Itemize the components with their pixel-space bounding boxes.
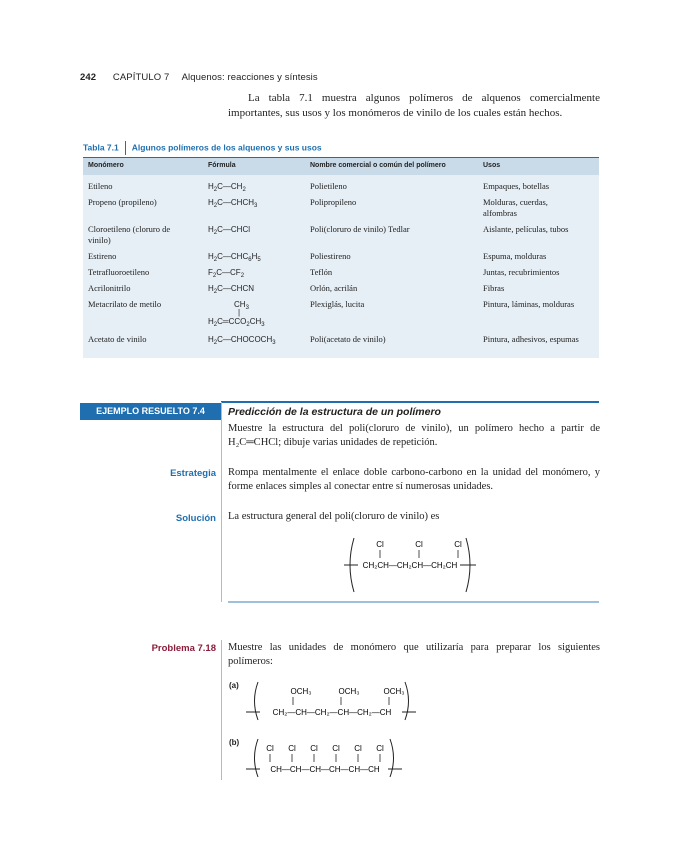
table-cell: Cloroetileno (cloruro de vinilo) — [88, 224, 171, 245]
problem-divider — [221, 640, 222, 780]
table-cell: Metacrilato de metilo — [88, 299, 162, 309]
strategy-label: Estrategia — [170, 468, 216, 479]
table-cell: $H_2C—CHCH_3$ — [208, 198, 258, 209]
substituent-label: Cl — [415, 540, 423, 549]
polymer-chain: CH—CH—CH—CH—CH—CH — [270, 765, 380, 774]
table-cell: Pintura, adhesivos, espumas — [483, 334, 579, 344]
table-title: Algunos polímeros de los alquenos y sus usos — [131, 142, 322, 153]
table-cell: Polietileno — [310, 181, 347, 191]
polymer-b-structure — [244, 737, 404, 779]
table-cell: Espuma, molduras — [483, 251, 547, 261]
substituent-label: Cl — [288, 744, 296, 753]
page-number: 242 — [80, 72, 97, 83]
table-header-cell: Fórmula — [208, 162, 236, 169]
table-cell: Fibras — [483, 283, 505, 293]
table-cell: Teflón — [310, 267, 333, 277]
example-top-rule — [221, 401, 599, 403]
table-cell: $H_2C—CH_2$ — [208, 182, 246, 193]
table-body — [83, 175, 599, 358]
table-cell: Propeno (propileno) — [88, 197, 157, 207]
methacrylate-formula: $CH_3$ | $H_2C═CCO_2CH_3$ — [208, 300, 265, 328]
worked-example-label: EJEMPLO RESUELTO 7.4 — [80, 403, 221, 420]
solution-text: La estructura general del poli(cloruro de vinilo) es — [228, 511, 440, 522]
table-cell: $H_2C—CHOCOCH_3$ — [208, 335, 276, 346]
substituent-label: Cl — [310, 744, 318, 753]
substituent-label: Cl — [376, 540, 384, 549]
substituent-label: Cl — [332, 744, 340, 753]
table-cell: Poli(acetato de vinilo) — [310, 334, 386, 344]
pvc-structure — [340, 535, 480, 595]
polymer-chain: CH₂—CH—CH₂—CH—CH₂—CH — [272, 708, 392, 717]
table-cell: Juntas, recubrimientos — [483, 267, 560, 277]
page-header — [80, 72, 318, 83]
chapter-title: Alquenos: reacciones y síntesis — [181, 72, 318, 83]
strategy-text: Rompa mentalmente el enlace doble carbono-carbono en la unidad del monómero, y forme enlaces simples al conectar entre sí numerosas unidades. — [228, 467, 600, 492]
substituent-label: OCH₃ — [290, 687, 312, 696]
substituent-label: Cl — [376, 744, 384, 753]
table-cell: Polipropileno — [310, 197, 357, 207]
example-statement: Muestre la estructura del poli(cloruro de vinilo), un polímero hecho a partir de H₂C═CHCl; dibuje varias unidades de repetición. — [228, 423, 600, 448]
table-cell: $H_2C—CHC_6H_5$ — [208, 252, 261, 263]
solution-label: Solución — [175, 513, 216, 524]
substituent-label: OCH₃ — [338, 687, 360, 696]
substituent-label: OCH₃ — [383, 687, 405, 696]
polymer-a-structure — [244, 680, 419, 722]
example-title: Predicción de la estructura de un polímero — [228, 406, 441, 418]
problem-text: Muestre las unidades de monómero que utilizaría para preparar los siguientes polímeros: — [228, 642, 600, 667]
table-header-row — [83, 157, 599, 175]
table-header-cell: Nombre comercial o común del polímero — [310, 162, 446, 169]
table-cell: Aislante, películas, tubos — [483, 224, 569, 234]
table-cell — [208, 299, 298, 327]
example-divider — [221, 402, 222, 602]
table-cell: Pintura, láminas, molduras — [483, 299, 575, 309]
table-number: Tabla 7.1 — [83, 142, 119, 153]
table-cell: Orlón, acrilán — [310, 283, 358, 293]
table-cell: Tetrafluoroetileno — [88, 267, 150, 277]
part-b-label: (b) — [229, 738, 240, 747]
substituent-label: Cl — [454, 540, 462, 549]
table-header-cell: Monómero — [88, 162, 124, 169]
table-cell: Estireno — [88, 251, 117, 261]
table-caption — [83, 141, 322, 155]
table-header-cell: Usos — [483, 162, 501, 169]
chapter-label: CAPÍTULO 7 — [112, 72, 170, 83]
table-cell: Empaques, botellas — [483, 181, 550, 191]
polymer-chain: CH₂CH—CH₂CH—CH₂CH — [362, 561, 458, 570]
table-cell: $F_2C—CF_2$ — [208, 268, 245, 279]
table-cell: Acetato de vinilo — [88, 334, 147, 344]
table-cell: Acrilonitrilo — [88, 283, 131, 293]
table-cell: Molduras, cuerdas, alfombras — [483, 197, 548, 218]
table-cell: Poli(cloruro de vinilo) Tedlar — [310, 224, 410, 234]
table-cell: Poliestireno — [310, 251, 351, 261]
part-a-label: (a) — [229, 681, 239, 690]
substituent-label: Cl — [266, 744, 274, 753]
problem-label: Problema 7.18 — [151, 643, 216, 654]
table-cell: $H_2C—CHCN$ — [208, 284, 255, 295]
table-cell: $H_2C—CHCl$ — [208, 225, 251, 236]
table-cell: Etileno — [88, 181, 113, 191]
table-cell: Plexiglás, lucita — [310, 299, 365, 309]
example-bottom-rule — [228, 601, 599, 603]
intro-paragraph: La tabla 7.1 muestra algunos polímeros de alquenos comercialmente importantes, sus usos y los monómeros de vinilo de los cuales están hechos. — [228, 92, 600, 119]
substituent-label: Cl — [354, 744, 362, 753]
